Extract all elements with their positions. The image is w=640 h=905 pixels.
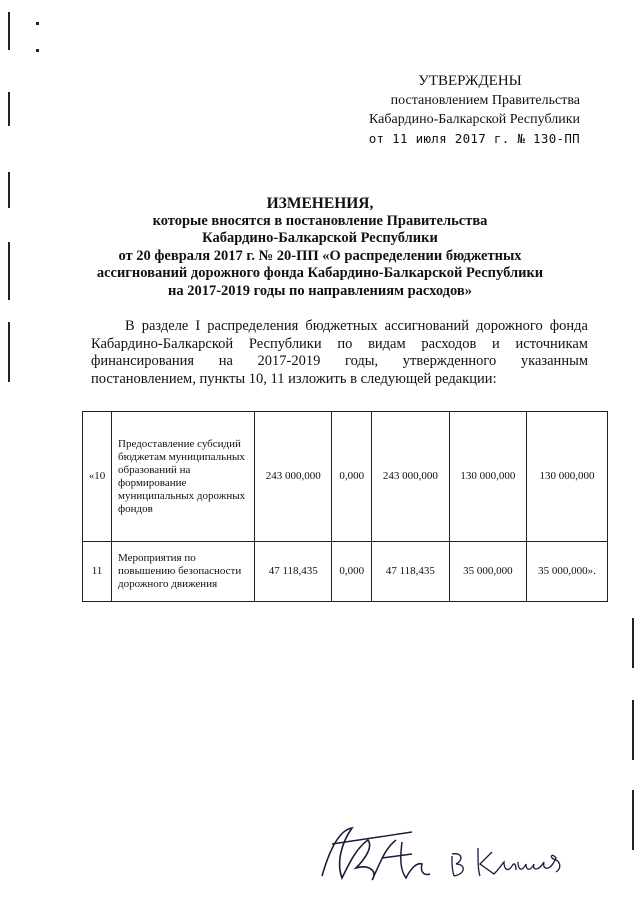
table-row	[83, 412, 608, 542]
scan-mark	[8, 242, 10, 300]
body-paragraph	[91, 318, 588, 388]
document-title	[70, 195, 570, 300]
row-number: «10	[83, 412, 112, 542]
scan-mark	[8, 172, 10, 208]
scan-mark	[632, 618, 634, 668]
scan-mark	[8, 12, 10, 50]
approval-date-stamp: от 11 июля 2017 г. № 130-ПП	[368, 131, 580, 146]
row-description: Мероприятия по повышению безопасности дорожного движения	[112, 542, 255, 602]
title-line: ассигнований дорожного фонда Кабардино-Балкарской Республики	[96, 265, 544, 281]
row-value: 130 000,000	[449, 412, 526, 542]
scan-mark	[36, 22, 39, 25]
title-line: Кабардино-Балкарской Республики	[202, 230, 438, 246]
scan-mark	[632, 700, 634, 760]
approval-line: Кабардино-Балкарской Республики	[369, 112, 580, 127]
budget-table	[82, 411, 608, 602]
signature-text: В Кушнеев	[452, 863, 527, 880]
row-value: 47 118,435	[255, 542, 332, 602]
row-value: 0,000	[332, 542, 372, 602]
table-row	[83, 542, 608, 602]
scan-mark	[36, 49, 39, 52]
scan-mark	[632, 790, 634, 850]
scan-mark	[8, 92, 10, 126]
row-value: 243 000,000	[255, 412, 332, 542]
title-line: которые вносятся в постановление Правительства	[152, 212, 488, 229]
row-value: 243 000,000	[372, 412, 449, 542]
row-value: 35 000,000».	[527, 542, 608, 602]
row-value: 47 118,435	[372, 542, 449, 602]
approval-line: постановлением Правительства	[390, 93, 580, 108]
approval-heading: УТВЕРЖДЕНЫ	[418, 73, 522, 89]
approval-block	[330, 72, 580, 148]
row-number: 11	[83, 542, 112, 602]
scan-mark	[8, 322, 10, 382]
row-value: 35 000,000	[449, 542, 526, 602]
title-line: на 2017-2019 годы по направлениям расходов»	[168, 282, 472, 299]
row-value: 0,000	[332, 412, 372, 542]
row-description: Предоставление субсидий бюджетам муниципальных образований на формирование муниципальных дорожных фондов	[112, 412, 255, 542]
title-line: от 20 февраля 2017 г. № 20-ПП «О распределении бюджетных	[118, 247, 522, 264]
row-value: 130 000,000	[527, 412, 608, 542]
handwritten-signature	[312, 818, 572, 888]
body-text: В разделе I распределения бюджетных ассигнований дорожного фонда Кабардино-Балкарской Республики по видам расходов и источникам финансирования на 2017-2019 годы, утвержденного указанным постановлением, пункты 10, 11 изложить в следующей редакции:	[91, 318, 588, 387]
title-heading: ИЗМЕНЕНИЯ,	[266, 195, 374, 212]
